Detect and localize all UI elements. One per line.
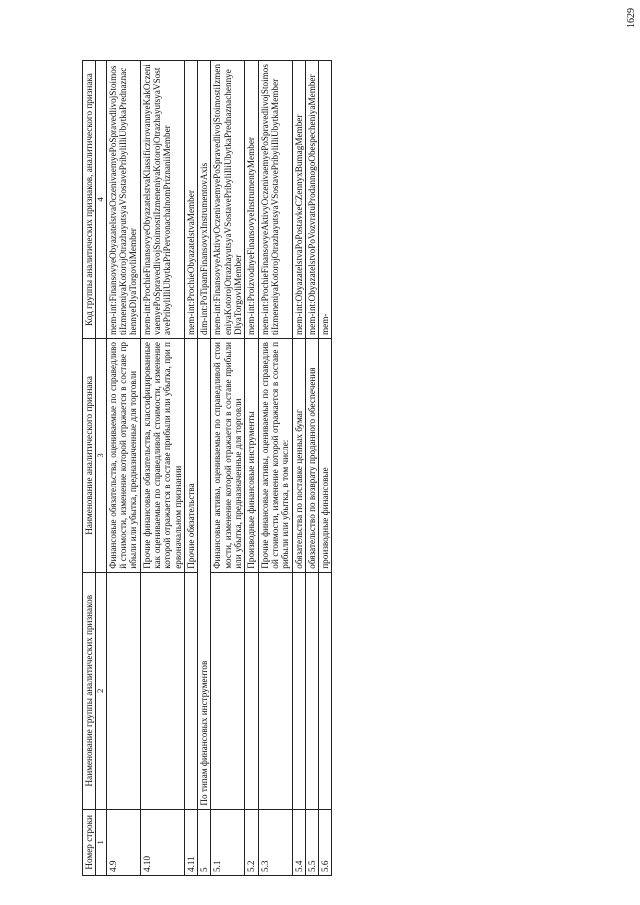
row-feature-name: Прочие финансовые активы, оцениваемые по справедливой стоимости, изменение которой отражается в составе прибыли или убытка, в том числе: <box>258 339 292 573</box>
row-feature-name: Финансовые активы, оцениваемые по справедливой стоимости, изменение которой отражается в составе прибыли или убытка, предназначенные для торговли <box>211 339 245 573</box>
table-row <box>245 61 258 876</box>
row-code: mem-int:ProchieFinansovyeAktivyOczenivaemyePoSpravedlivojStoimostiIzmeneniyaKotorojOtrazhayutsyaVSostavePribyliIliUbytkaMember <box>258 61 292 339</box>
rotated-table-container <box>82 60 592 876</box>
row-code: mem-int:ProchieObyazatelstvaMember <box>184 61 197 339</box>
row-feature-name: обязательство по возврату проданного обеспечения <box>305 339 318 573</box>
table-row <box>184 61 197 876</box>
table-row <box>319 61 332 876</box>
row-group <box>184 572 197 809</box>
row-group <box>211 572 245 809</box>
row-number: 5.6 <box>319 809 332 875</box>
table-row <box>198 61 211 876</box>
row-code: mem-int:ProchieFinansovyeObyazatelstvaKlassificzirovannyeKakOczenivaemyePoSpravedlivojStoimostiIzmeneniyaKotorojOtrazhayutsyaVSostavePribyliIliUbytkaPriPervonachalnomPriznaniiMember <box>140 61 184 339</box>
row-feature-name: производные финансовые <box>319 339 332 573</box>
row-feature-name: Прочие обязательства <box>184 339 197 573</box>
table-row <box>140 61 184 876</box>
column-number: 1 <box>96 809 107 875</box>
row-number: 5.1 <box>211 809 245 875</box>
header-code: Код группы аналитических признаков, аналитического признака <box>83 61 96 339</box>
header-group-name: Наименование группы аналитических признаков <box>83 572 96 809</box>
row-number: 5.5 <box>305 809 318 875</box>
row-group <box>319 572 332 809</box>
row-feature-name: Производные финансовые инструменты <box>245 339 258 573</box>
row-code: mem-int:FinansovyeAktivyOczenivaemyePoSpravedlivojStoimostiIzmeneniyaKotorojOtrazhayutsyaVSostavePribyliIliUbytkaPrednaznachennyeDlyaTorgovliMember <box>211 61 245 339</box>
column-number: 3 <box>96 339 107 573</box>
column-number: 2 <box>96 572 107 809</box>
column-number: 4 <box>96 61 107 339</box>
table-row <box>292 61 305 876</box>
table-row <box>211 61 245 876</box>
row-code: mem-int:ObyazatelstvaPoPostavkeCZennyxBumagMember <box>292 61 305 339</box>
row-code: dim-int:PoTipamFinansovyxInstrumentovAxis <box>198 61 211 339</box>
row-code: mem-int:ProizvodnyeFinansovyeInstrumentyMember <box>245 61 258 339</box>
row-group <box>140 572 184 809</box>
header-feature-name: Наименование аналитического признака <box>83 339 96 573</box>
page-number: 1629 <box>626 8 637 28</box>
row-group <box>305 572 318 809</box>
row-number: 5.4 <box>292 809 305 875</box>
row-feature-name: обязательства по поставке ценных бумаг <box>292 339 305 573</box>
row-feature-name: Финансовые обязательства, оцениваемые по справедливой стоимости, изменение которой отражается в составе прибыли или убытка, предназначенные для торговли <box>106 339 140 573</box>
row-code: mem-int:FinansovyeObyazatelstvaOczenivaemyePoSpravedlivojStoimostiIzmeneniyaKotorojOtrazhayutsyaVSostavePribyliIliUbytkaPrednaznachennyeDlyaTorgovliMember <box>106 61 140 339</box>
row-group <box>245 572 258 809</box>
row-feature-name: Прочие финансовые обязательства, классифицированные как оцениваемые по справедливой стоимости, изменение которой отражается в составе прибыли или убытка, при первоначальном признании <box>140 339 184 573</box>
row-group <box>106 572 140 809</box>
header-row-number: Номер строки <box>83 809 96 875</box>
table-row <box>106 61 140 876</box>
row-number: 4.10 <box>140 809 184 875</box>
row-group: По типам финансовых инструментов <box>198 339 211 810</box>
column-number-row <box>96 61 107 876</box>
header-row <box>83 61 96 876</box>
row-number: 5.2 <box>245 809 258 875</box>
row-number: 5.3 <box>258 809 292 875</box>
row-number: 4.9 <box>106 809 140 875</box>
row-number: 5 <box>198 809 211 875</box>
table-row <box>305 61 318 876</box>
table-row <box>258 61 292 876</box>
row-code: mem- <box>319 61 332 339</box>
row-number: 4.11 <box>184 809 197 875</box>
analytic-features-table <box>82 60 332 876</box>
row-group <box>258 572 292 809</box>
row-code: mem-int:ObyazatelstvoPoVozvratuProdannogoObespecheniyaMember <box>305 61 318 339</box>
row-group <box>292 572 305 809</box>
